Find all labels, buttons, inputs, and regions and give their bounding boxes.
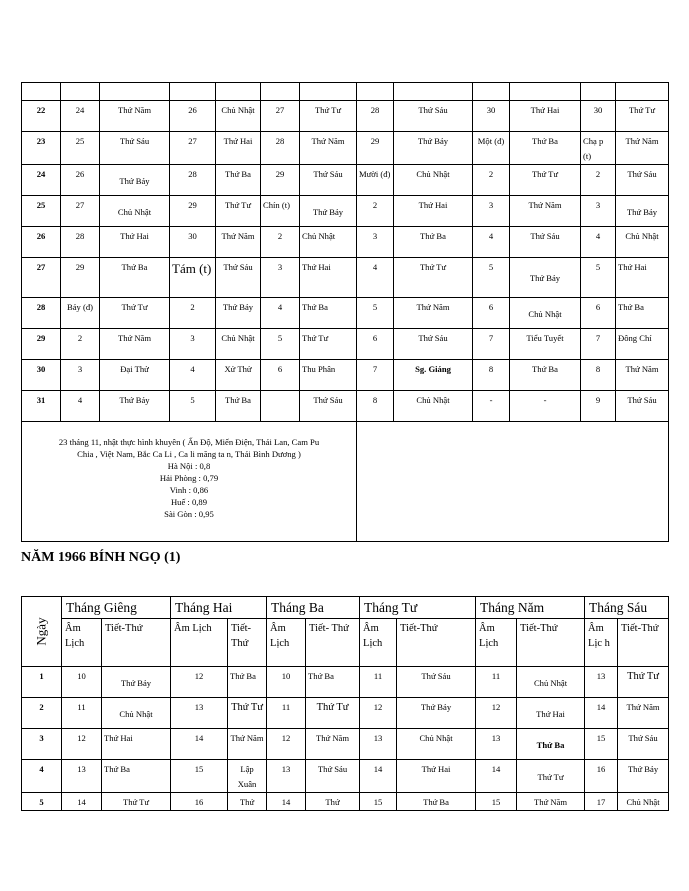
cell: 8 xyxy=(581,360,616,391)
cell: Thứ xyxy=(228,793,267,811)
cell: Thứ Hai xyxy=(616,258,669,298)
cell: Thứ Năm xyxy=(618,698,669,729)
cell: Thứ Sáu xyxy=(300,391,357,422)
cell: Thứ Tư xyxy=(228,698,267,729)
cell: Thứ Năm xyxy=(510,196,581,227)
note-line: Chia , Việt Nam, Bắc Ca Li , Ca li măng ta n, Thái Bình Dương ) xyxy=(77,449,301,459)
cell: 7 xyxy=(357,360,394,391)
cell: 30 xyxy=(581,101,616,132)
cell: 12 xyxy=(476,698,517,729)
cell: Thứ Bảy xyxy=(618,760,669,793)
month-header: Tháng Giêng xyxy=(62,597,171,619)
cell: Thứ Ba xyxy=(616,298,669,329)
table-row xyxy=(22,667,669,698)
cell: 14 xyxy=(267,793,306,811)
cell: Thứ Năm xyxy=(306,729,360,760)
cell: 13 xyxy=(62,760,102,793)
cell: Thứ Tư xyxy=(517,760,585,793)
sub-header: Âm Lịc h xyxy=(585,619,618,667)
table-row xyxy=(22,165,669,196)
cell: Thứ Ba xyxy=(100,258,170,298)
cell: Tiểu Tuyết xyxy=(510,329,581,360)
day-cell: 4 xyxy=(22,760,62,793)
cell: 6 xyxy=(473,298,510,329)
calendar-table-continued xyxy=(21,82,669,542)
cell: Thứ Năm xyxy=(300,132,357,165)
cell: 6 xyxy=(357,329,394,360)
cell: 13 xyxy=(476,729,517,760)
cell: 3 xyxy=(261,258,300,298)
cell: 3 xyxy=(357,227,394,258)
cell: Thứ Hai xyxy=(517,698,585,729)
cell: 28 xyxy=(357,101,394,132)
cell: Thứ Tư xyxy=(300,329,357,360)
cell: 12 xyxy=(360,698,397,729)
cell: Chủ Nhật xyxy=(618,793,669,811)
cell: Thu Phân xyxy=(300,360,357,391)
cell: Chủ Nhật xyxy=(510,298,581,329)
cell: Thứ Hai xyxy=(100,227,170,258)
day-cell: 30 xyxy=(22,360,61,391)
cell: 29 xyxy=(61,258,100,298)
cell: Thứ Ba xyxy=(517,729,585,760)
cell: 12 xyxy=(171,667,228,698)
cell: 13 xyxy=(171,698,228,729)
note-line: Vinh : 0,86 xyxy=(169,485,209,495)
cell: Chủ Nhật xyxy=(397,729,476,760)
cell: Thứ Ba xyxy=(510,360,581,391)
cell: 7 xyxy=(473,329,510,360)
cell: Đại Thử xyxy=(100,360,170,391)
cell: 25 xyxy=(61,132,100,165)
cell: 5 xyxy=(261,329,300,360)
cell: 29 xyxy=(170,196,216,227)
cell: Thứ Sáu xyxy=(618,729,669,760)
cell: 3 xyxy=(473,196,510,227)
cell: Đông Chí xyxy=(616,329,669,360)
day-cell: 26 xyxy=(22,227,61,258)
cell: Thứ Bảy xyxy=(102,667,171,698)
sub-header: Âm Lịch xyxy=(62,619,102,667)
cell: Thứ Sáu xyxy=(394,101,473,132)
cell: 5 xyxy=(357,298,394,329)
cell: Thứ Sáu xyxy=(306,760,360,793)
table-row xyxy=(22,793,669,811)
month-header-row xyxy=(22,597,669,619)
day-cell: 5 xyxy=(22,793,62,811)
cell: 2 xyxy=(170,298,216,329)
table-row xyxy=(22,698,669,729)
cell: 8 xyxy=(473,360,510,391)
cell: 28 xyxy=(261,132,300,165)
cell: 5 xyxy=(581,258,616,298)
day-column-header xyxy=(22,597,62,667)
day-cell: 24 xyxy=(22,165,61,196)
header-row-empty xyxy=(22,83,669,101)
cell: Thứ Tư xyxy=(306,698,360,729)
cell: Chủ Nhật xyxy=(216,329,261,360)
cell: 4 xyxy=(357,258,394,298)
cell: 14 xyxy=(476,760,517,793)
cell: Thứ Hai xyxy=(510,101,581,132)
sub-header-row xyxy=(22,619,669,667)
cell: Chạ p (t) xyxy=(581,132,616,165)
note-line: Hải Phòng : 0,79 xyxy=(159,473,219,483)
cell: Thứ Năm xyxy=(216,227,261,258)
cell: Thứ Năm xyxy=(100,101,170,132)
empty-note-cell xyxy=(357,422,669,542)
cell: 15 xyxy=(476,793,517,811)
cell: Thứ Hai xyxy=(397,760,476,793)
cell: Thứ xyxy=(306,793,360,811)
cell: 4 xyxy=(61,391,100,422)
cell: 4 xyxy=(581,227,616,258)
day-cell: 1 xyxy=(22,667,62,698)
cell: 14 xyxy=(171,729,228,760)
cell: 17 xyxy=(585,793,618,811)
cell: Thứ Hai xyxy=(216,132,261,165)
cell: Chủ Nhật xyxy=(102,698,171,729)
cell: 3 xyxy=(170,329,216,360)
table-row xyxy=(22,760,669,793)
day-cell: 25 xyxy=(22,196,61,227)
cell: Thứ Tư xyxy=(618,667,669,698)
cell: Thứ Tư xyxy=(394,258,473,298)
cell: Bảy (đ) xyxy=(61,298,100,329)
cell: Mười (đ) xyxy=(357,165,394,196)
cell: 4 xyxy=(170,360,216,391)
cell: 15 xyxy=(171,760,228,793)
cell: 11 xyxy=(476,667,517,698)
cell: Thứ Sáu xyxy=(510,227,581,258)
sub-header: Tiết-Thứ xyxy=(397,619,476,667)
cell: 2 xyxy=(473,165,510,196)
table-row xyxy=(22,360,669,391)
cell: 28 xyxy=(61,227,100,258)
table-row xyxy=(22,391,669,422)
cell: 29 xyxy=(357,132,394,165)
cell: 6 xyxy=(261,360,300,391)
cell xyxy=(261,391,300,422)
month-header: Tháng Sáu xyxy=(585,597,669,619)
cell: 6 xyxy=(581,298,616,329)
day-cell: 29 xyxy=(22,329,61,360)
day-cell: 22 xyxy=(22,101,61,132)
cell: Thứ Bảy xyxy=(616,196,669,227)
day-cell: 2 xyxy=(22,698,62,729)
cell: Thứ Bảy xyxy=(216,298,261,329)
sub-header: Tiết- Thứ xyxy=(228,619,267,667)
month-header: Tháng Ba xyxy=(267,597,360,619)
table-row xyxy=(22,729,669,760)
cell: 14 xyxy=(62,793,102,811)
cell: Thứ Sáu xyxy=(216,258,261,298)
cell: Thứ Bảy xyxy=(394,132,473,165)
cell: 5 xyxy=(170,391,216,422)
cell: Thứ Hai xyxy=(102,729,171,760)
cell: Sg. Giáng xyxy=(394,360,473,391)
cell: Thứ Tư xyxy=(616,101,669,132)
cell: Thứ Ba xyxy=(228,667,267,698)
cell: 4 xyxy=(261,298,300,329)
cell: 2 xyxy=(261,227,300,258)
cell: Thứ Bảy xyxy=(100,391,170,422)
section-title: NĂM 1966 BÍNH NGỌ (1) xyxy=(21,550,181,565)
cell: Một (đ) xyxy=(473,132,510,165)
cell: 14 xyxy=(585,698,618,729)
cell: 16 xyxy=(171,793,228,811)
cell: Thứ Tư xyxy=(216,196,261,227)
cell: 2 xyxy=(581,165,616,196)
sub-header: Tiết-Thứ xyxy=(102,619,171,667)
cell: 11 xyxy=(62,698,102,729)
day-cell: 28 xyxy=(22,298,61,329)
cell: 15 xyxy=(360,793,397,811)
month-header: Tháng Năm xyxy=(476,597,585,619)
cell: Thứ Sáu xyxy=(394,329,473,360)
cell: Thứ Sáu xyxy=(300,165,357,196)
cell: Chủ Nhật xyxy=(300,227,357,258)
cell: Chủ Nhật xyxy=(100,196,170,227)
cell: Chủ Nhật xyxy=(517,667,585,698)
cell: 12 xyxy=(62,729,102,760)
cell: Thứ Hai xyxy=(394,196,473,227)
day-header-label: Ngày xyxy=(33,617,49,646)
cell: Thứ Sáu xyxy=(616,165,669,196)
cell: 12 xyxy=(267,729,306,760)
cell: Chủ Nhật xyxy=(216,101,261,132)
cell: Thứ Ba xyxy=(397,793,476,811)
cell: 27 xyxy=(261,101,300,132)
table-row xyxy=(22,227,669,258)
table-row xyxy=(22,298,669,329)
cell: 13 xyxy=(360,729,397,760)
cell: Thứ Bảy xyxy=(510,258,581,298)
cell: Thứ Tư xyxy=(510,165,581,196)
month-header: Tháng Hai xyxy=(171,597,267,619)
cell: 29 xyxy=(261,165,300,196)
cell: 10 xyxy=(62,667,102,698)
cell: 28 xyxy=(170,165,216,196)
cell: Thứ Ba xyxy=(510,132,581,165)
month-header: Tháng Tư xyxy=(360,597,476,619)
cell: Thứ Sáu xyxy=(100,132,170,165)
cell: Thứ Sáu xyxy=(616,391,669,422)
cell: Thứ Ba xyxy=(300,298,357,329)
cell: Chín (t) xyxy=(261,196,300,227)
cell: 16 xyxy=(585,760,618,793)
cell: Thứ Ba xyxy=(102,760,171,793)
cell: Thứ Năm xyxy=(100,329,170,360)
cell: Thứ Năm xyxy=(616,360,669,391)
cell: 13 xyxy=(267,760,306,793)
cell: 3 xyxy=(61,360,100,391)
cell: Thứ Bảy xyxy=(100,165,170,196)
cell: 11 xyxy=(360,667,397,698)
calendar-table-1966 xyxy=(21,596,669,811)
day-cell: 23 xyxy=(22,132,61,165)
sub-header: Âm Lịch xyxy=(476,619,517,667)
cell: 27 xyxy=(61,196,100,227)
cell: 9 xyxy=(581,391,616,422)
cell: 2 xyxy=(61,329,100,360)
cell: 7 xyxy=(581,329,616,360)
sub-header: Tiết-Thứ xyxy=(517,619,585,667)
day-cell: 27 xyxy=(22,258,61,298)
cell: Chủ Nhật xyxy=(616,227,669,258)
note-line: Sài Gòn : 0,95 xyxy=(164,509,214,519)
cell: Xử Thử xyxy=(216,360,261,391)
cell: 30 xyxy=(473,101,510,132)
table-row xyxy=(22,101,669,132)
cell: Thứ Ba xyxy=(216,391,261,422)
cell: 14 xyxy=(360,760,397,793)
cell: 24 xyxy=(61,101,100,132)
cell: 4 xyxy=(473,227,510,258)
cell: Chủ Nhật xyxy=(394,391,473,422)
eclipse-note xyxy=(22,422,357,542)
cell: 26 xyxy=(61,165,100,196)
cell: Thứ Tư xyxy=(102,793,171,811)
cell: 30 xyxy=(170,227,216,258)
cell: 13 xyxy=(585,667,618,698)
note-line: Hà Nội : 0,8 xyxy=(167,461,211,471)
cell: 11 xyxy=(267,698,306,729)
cell: - xyxy=(510,391,581,422)
cell: Thứ Năm xyxy=(394,298,473,329)
cell: Thứ Ba xyxy=(394,227,473,258)
table-row xyxy=(22,329,669,360)
cell: 27 xyxy=(170,132,216,165)
table-row xyxy=(22,258,669,298)
cell: Thứ Tư xyxy=(300,101,357,132)
cell: 10 xyxy=(267,667,306,698)
cell: Tám (t) xyxy=(170,258,216,298)
cell: 8 xyxy=(357,391,394,422)
day-cell: 3 xyxy=(22,729,62,760)
day-cell: 31 xyxy=(22,391,61,422)
cell: Thứ Bảy xyxy=(397,698,476,729)
note-row xyxy=(22,422,669,542)
cell: Thứ Ba xyxy=(306,667,360,698)
cell: 15 xyxy=(585,729,618,760)
cell: 2 xyxy=(357,196,394,227)
cell: Thứ Tư xyxy=(100,298,170,329)
cell: Thứ Ba xyxy=(216,165,261,196)
cell: Thứ Năm xyxy=(616,132,669,165)
sub-header: Tiết-Thứ xyxy=(618,619,669,667)
cell: Thứ Hai xyxy=(300,258,357,298)
sub-header: Âm Lịch xyxy=(171,619,228,667)
sub-header: Âm Lịch xyxy=(360,619,397,667)
table-row xyxy=(22,196,669,227)
sub-header: Tiết- Thứ xyxy=(306,619,360,667)
note-line: Huế : 0,89 xyxy=(170,497,208,507)
cell: Thứ Năm xyxy=(517,793,585,811)
cell: Thứ Năm xyxy=(228,729,267,760)
cell: Lập Xuân xyxy=(228,760,267,793)
cell: 26 xyxy=(170,101,216,132)
note-line: 23 tháng 11, nhật thực hình khuyên ( Ấn Độ, Miến Điện, Thái Lan, Cam Pu xyxy=(58,437,320,447)
cell: 3 xyxy=(581,196,616,227)
table-row xyxy=(22,132,669,165)
cell: 5 xyxy=(473,258,510,298)
cell: - xyxy=(473,391,510,422)
cell: Thứ Sáu xyxy=(397,667,476,698)
cell: Thứ Bảy xyxy=(300,196,357,227)
sub-header: Âm Lịch xyxy=(267,619,306,667)
cell: Chủ Nhật xyxy=(394,165,473,196)
